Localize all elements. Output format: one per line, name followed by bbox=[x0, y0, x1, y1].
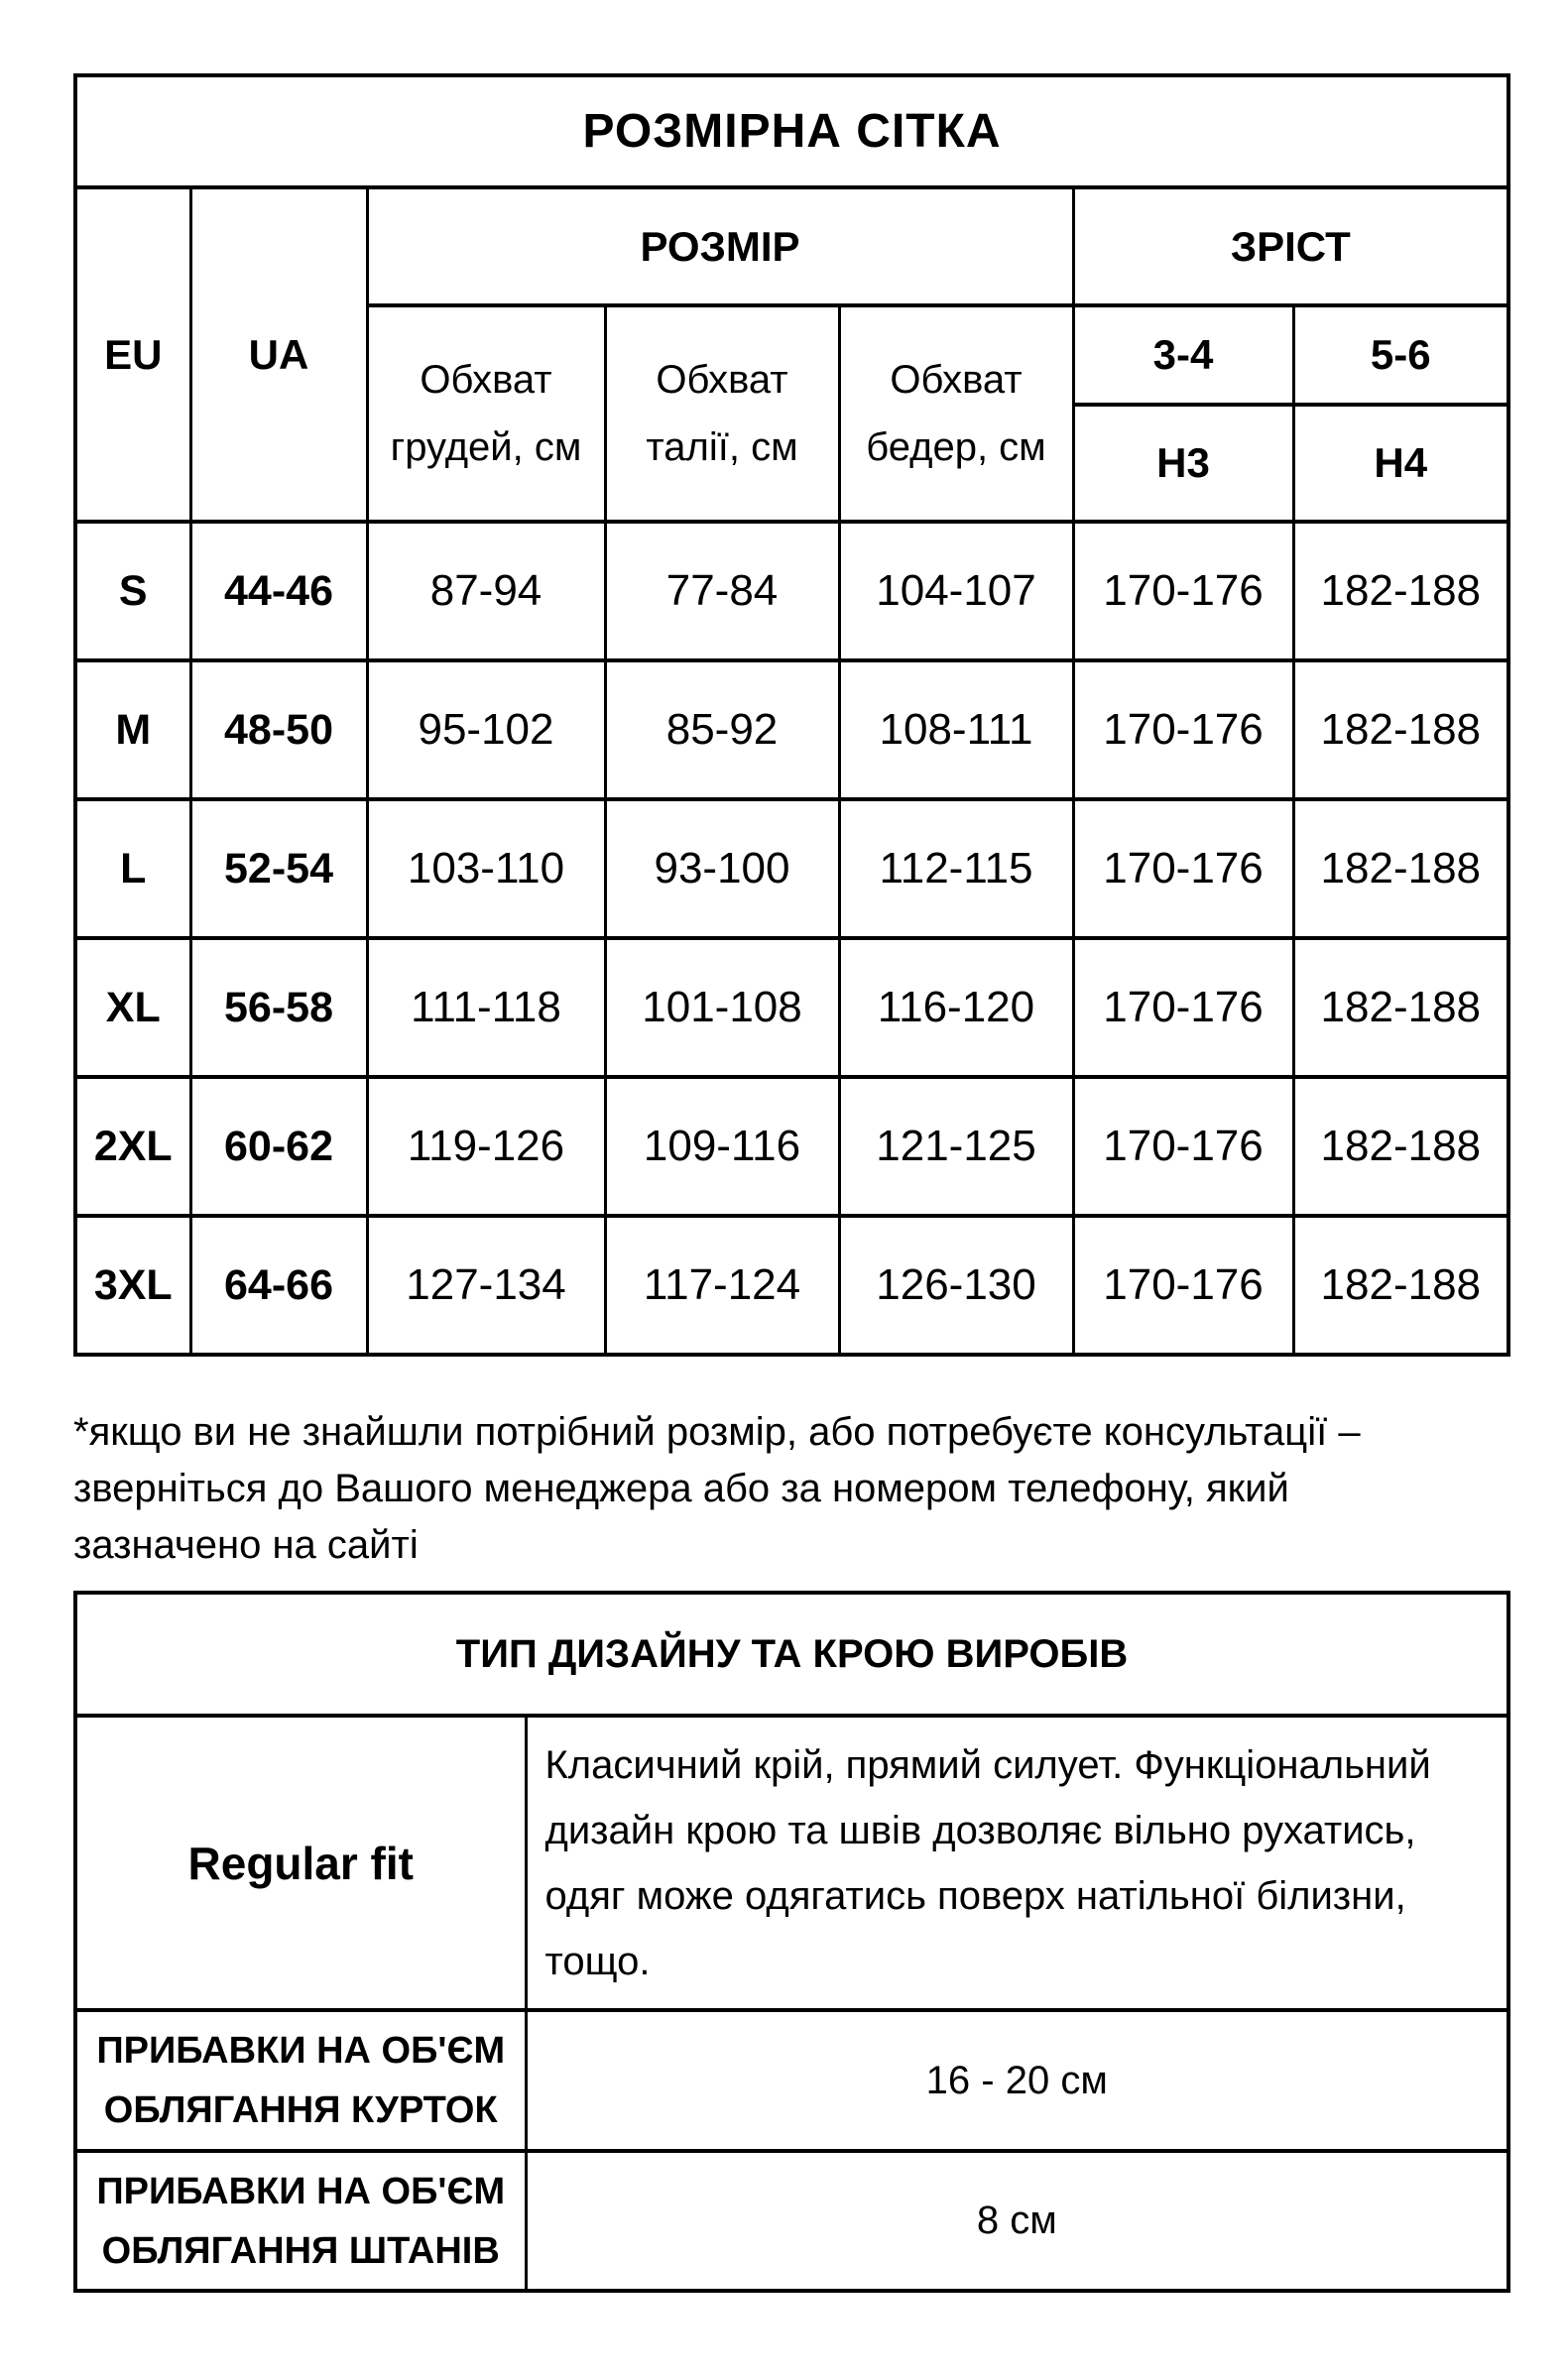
fit-table-title: ТИП ДИЗАЙНУ ТА КРОЮ ВИРОБІВ bbox=[75, 1593, 1508, 1716]
fit-description: Класичний крій, прямий силует. Функціональний дизайн крою та швів дозволяє вільно рухатись, одяг може одягатись поверх натільної білизни, тощо. bbox=[526, 1716, 1508, 2010]
ua-size-cell: 44-46 bbox=[190, 522, 367, 660]
ua-size-cell: 64-66 bbox=[190, 1216, 367, 1355]
col-header-h3: Н3 bbox=[1073, 405, 1293, 522]
ua-size-cell: 52-54 bbox=[190, 799, 367, 938]
chest-cell: 87-94 bbox=[367, 522, 605, 660]
fit-type-table bbox=[73, 1591, 1510, 2293]
waist-cell: 93-100 bbox=[605, 799, 839, 938]
col-header-eu: EU bbox=[75, 187, 190, 522]
allowance-row-pants bbox=[75, 2151, 1508, 2291]
ua-size-cell: 56-58 bbox=[190, 938, 367, 1077]
size-chart-header-row-1 bbox=[75, 187, 1508, 305]
height-h3-cell: 170-176 bbox=[1073, 522, 1293, 660]
waist-cell: 101-108 bbox=[605, 938, 839, 1077]
allowance-pants-label: ПРИБАВКИ НА ОБ'ЄМ ОБЛЯГАННЯ ШТАНІВ bbox=[75, 2151, 526, 2291]
height-h4-cell: 182-188 bbox=[1293, 799, 1508, 938]
waist-cell: 77-84 bbox=[605, 522, 839, 660]
height-h4-cell: 182-188 bbox=[1293, 938, 1508, 1077]
hips-cell: 104-107 bbox=[839, 522, 1073, 660]
allowance-jackets-value: 16 - 20 см bbox=[526, 2010, 1508, 2151]
eu-size-cell: 3XL bbox=[75, 1216, 190, 1355]
eu-size-cell: M bbox=[75, 660, 190, 799]
col-header-age-5-6: 5-6 bbox=[1293, 305, 1508, 405]
size-row-3xl bbox=[75, 1216, 1508, 1355]
eu-size-cell: XL bbox=[75, 938, 190, 1077]
allowance-pants-value: 8 см bbox=[526, 2151, 1508, 2291]
col-header-age-3-4: 3-4 bbox=[1073, 305, 1293, 405]
allowance-jackets-label: ПРИБАВКИ НА ОБ'ЄМ ОБЛЯГАННЯ КУРТОК bbox=[75, 2010, 526, 2151]
size-row-m bbox=[75, 660, 1508, 799]
size-chart-title-row bbox=[75, 75, 1508, 187]
footnote-line-3: зазначено на сайті bbox=[73, 1523, 419, 1567]
chest-cell: 95-102 bbox=[367, 660, 605, 799]
chest-cell: 103-110 bbox=[367, 799, 605, 938]
footnote-line-2: зверніться до Вашого менеджера або за номером телефону, який bbox=[73, 1467, 1289, 1510]
col-header-waist: Обхват талії, см bbox=[605, 305, 839, 522]
col-header-h4: Н4 bbox=[1293, 405, 1508, 522]
fit-row-regular bbox=[75, 1716, 1508, 2010]
eu-size-cell: L bbox=[75, 799, 190, 938]
height-h3-cell: 170-176 bbox=[1073, 799, 1293, 938]
footnote-line-1: *якщо ви не знайшли потрібний розмір, або потребуєте консультації – bbox=[73, 1410, 1361, 1454]
chest-cell: 119-126 bbox=[367, 1077, 605, 1216]
height-h4-cell: 182-188 bbox=[1293, 1077, 1508, 1216]
height-h3-cell: 170-176 bbox=[1073, 1077, 1293, 1216]
ua-size-cell: 60-62 bbox=[190, 1077, 367, 1216]
hips-cell: 116-120 bbox=[839, 938, 1073, 1077]
hips-cell: 112-115 bbox=[839, 799, 1073, 938]
waist-cell: 109-116 bbox=[605, 1077, 839, 1216]
col-header-chest: Обхват грудей, см bbox=[367, 305, 605, 522]
fit-label: Regular fit bbox=[75, 1716, 526, 2010]
col-header-hips: Обхват бедер, см bbox=[839, 305, 1073, 522]
footnote bbox=[73, 1404, 1521, 1574]
height-h4-cell: 182-188 bbox=[1293, 522, 1508, 660]
eu-size-cell: S bbox=[75, 522, 190, 660]
hips-cell: 126-130 bbox=[839, 1216, 1073, 1355]
size-chart-table bbox=[73, 73, 1510, 1357]
height-h4-cell: 182-188 bbox=[1293, 1216, 1508, 1355]
group-header-height: ЗРІСТ bbox=[1073, 187, 1508, 305]
height-h4-cell: 182-188 bbox=[1293, 660, 1508, 799]
hips-cell: 121-125 bbox=[839, 1077, 1073, 1216]
eu-size-cell: 2XL bbox=[75, 1077, 190, 1216]
size-row-l bbox=[75, 799, 1508, 938]
allowance-row-jackets bbox=[75, 2010, 1508, 2151]
waist-cell: 117-124 bbox=[605, 1216, 839, 1355]
size-row-s bbox=[75, 522, 1508, 660]
chest-cell: 111-118 bbox=[367, 938, 605, 1077]
group-header-size: РОЗМІР bbox=[367, 187, 1073, 305]
col-header-ua: UA bbox=[190, 187, 367, 522]
hips-cell: 108-111 bbox=[839, 660, 1073, 799]
size-row-xl bbox=[75, 938, 1508, 1077]
waist-cell: 85-92 bbox=[605, 660, 839, 799]
height-h3-cell: 170-176 bbox=[1073, 938, 1293, 1077]
height-h3-cell: 170-176 bbox=[1073, 1216, 1293, 1355]
chest-cell: 127-134 bbox=[367, 1216, 605, 1355]
fit-table-title-row bbox=[75, 1593, 1508, 1716]
height-h3-cell: 170-176 bbox=[1073, 660, 1293, 799]
size-row-2xl bbox=[75, 1077, 1508, 1216]
ua-size-cell: 48-50 bbox=[190, 660, 367, 799]
size-chart-title: РОЗМІРНА СІТКА bbox=[75, 75, 1508, 187]
